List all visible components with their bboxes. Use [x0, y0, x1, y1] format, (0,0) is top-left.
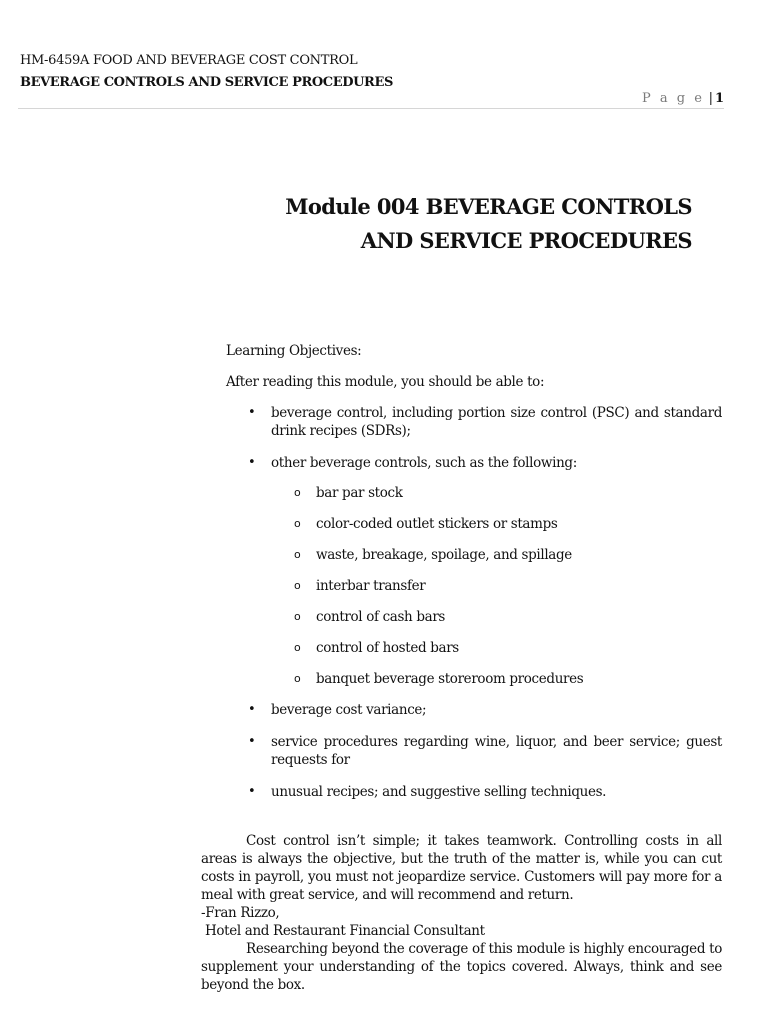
- page-number-label: [642, 90, 724, 107]
- module-title-line-1: Module 004 BEVERAGE CONTROLS: [285, 194, 692, 219]
- sub-list-item: o interbar transfer: [248, 577, 722, 595]
- learning-objectives-intro: After reading this module, you should be able to:: [226, 374, 545, 390]
- sub-list-item: o control of cash bars: [248, 608, 722, 626]
- course-title: HM-6459A FOOD AND BEVERAGE COST CONTROL: [20, 53, 358, 68]
- list-item: • unusual recipes; and suggestive selling techniques.: [248, 783, 722, 801]
- learning-objectives-heading: Learning Objectives:: [226, 343, 362, 359]
- list-item: • service procedures regarding wine, liquor, and beer service; guest requests for: [248, 733, 722, 769]
- quote-block: [201, 832, 722, 994]
- module-title: [285, 190, 692, 258]
- sub-list-item: o bar par stock: [248, 484, 722, 502]
- sub-list-item: o color-coded outlet stickers or stamps: [248, 515, 722, 533]
- quote-paragraph: Cost control isn’t simple; it takes teamwork. Controlling costs in all areas is always the objective, but the truth of the matter is, while you can cut costs in payroll, you must not jeopardize service. Customers will pay more for a meal with great service, and will recommend and return.: [201, 833, 722, 903]
- module-subtitle: BEVERAGE CONTROLS AND SERVICE PROCEDURES: [20, 75, 393, 90]
- quote-author: -Fran Rizzo,: [201, 905, 280, 921]
- list-item: • other beverage controls, such as the following:: [248, 454, 722, 472]
- page-header: [20, 52, 724, 91]
- header-divider: [18, 108, 724, 109]
- list-item: • beverage control, including portion size control (PSC) and standard drink recipes (SDRs);: [248, 404, 722, 440]
- list-item: • beverage cost variance;: [248, 701, 722, 719]
- sub-list-wrapper: [248, 484, 722, 688]
- sub-list-item: o control of hosted bars: [248, 639, 722, 657]
- sub-list-item: o banquet beverage storeroom procedures: [248, 670, 722, 688]
- module-title-line-2: AND SERVICE PROCEDURES: [360, 228, 692, 253]
- quote-author-title: Hotel and Restaurant Financial Consultant: [201, 923, 485, 939]
- objectives-list: [248, 404, 722, 801]
- sub-list-item: o waste, breakage, spoilage, and spillage: [248, 546, 722, 564]
- other-controls-sublist: [248, 484, 722, 688]
- closing-paragraph: Researching beyond the coverage of this module is highly encouraged to supplement your understanding of the topics covered. Always, think and see beyond the box.: [201, 941, 722, 993]
- page-separator: |: [708, 91, 713, 106]
- page-word: P a g e: [642, 91, 705, 106]
- page-number: 1: [714, 91, 724, 106]
